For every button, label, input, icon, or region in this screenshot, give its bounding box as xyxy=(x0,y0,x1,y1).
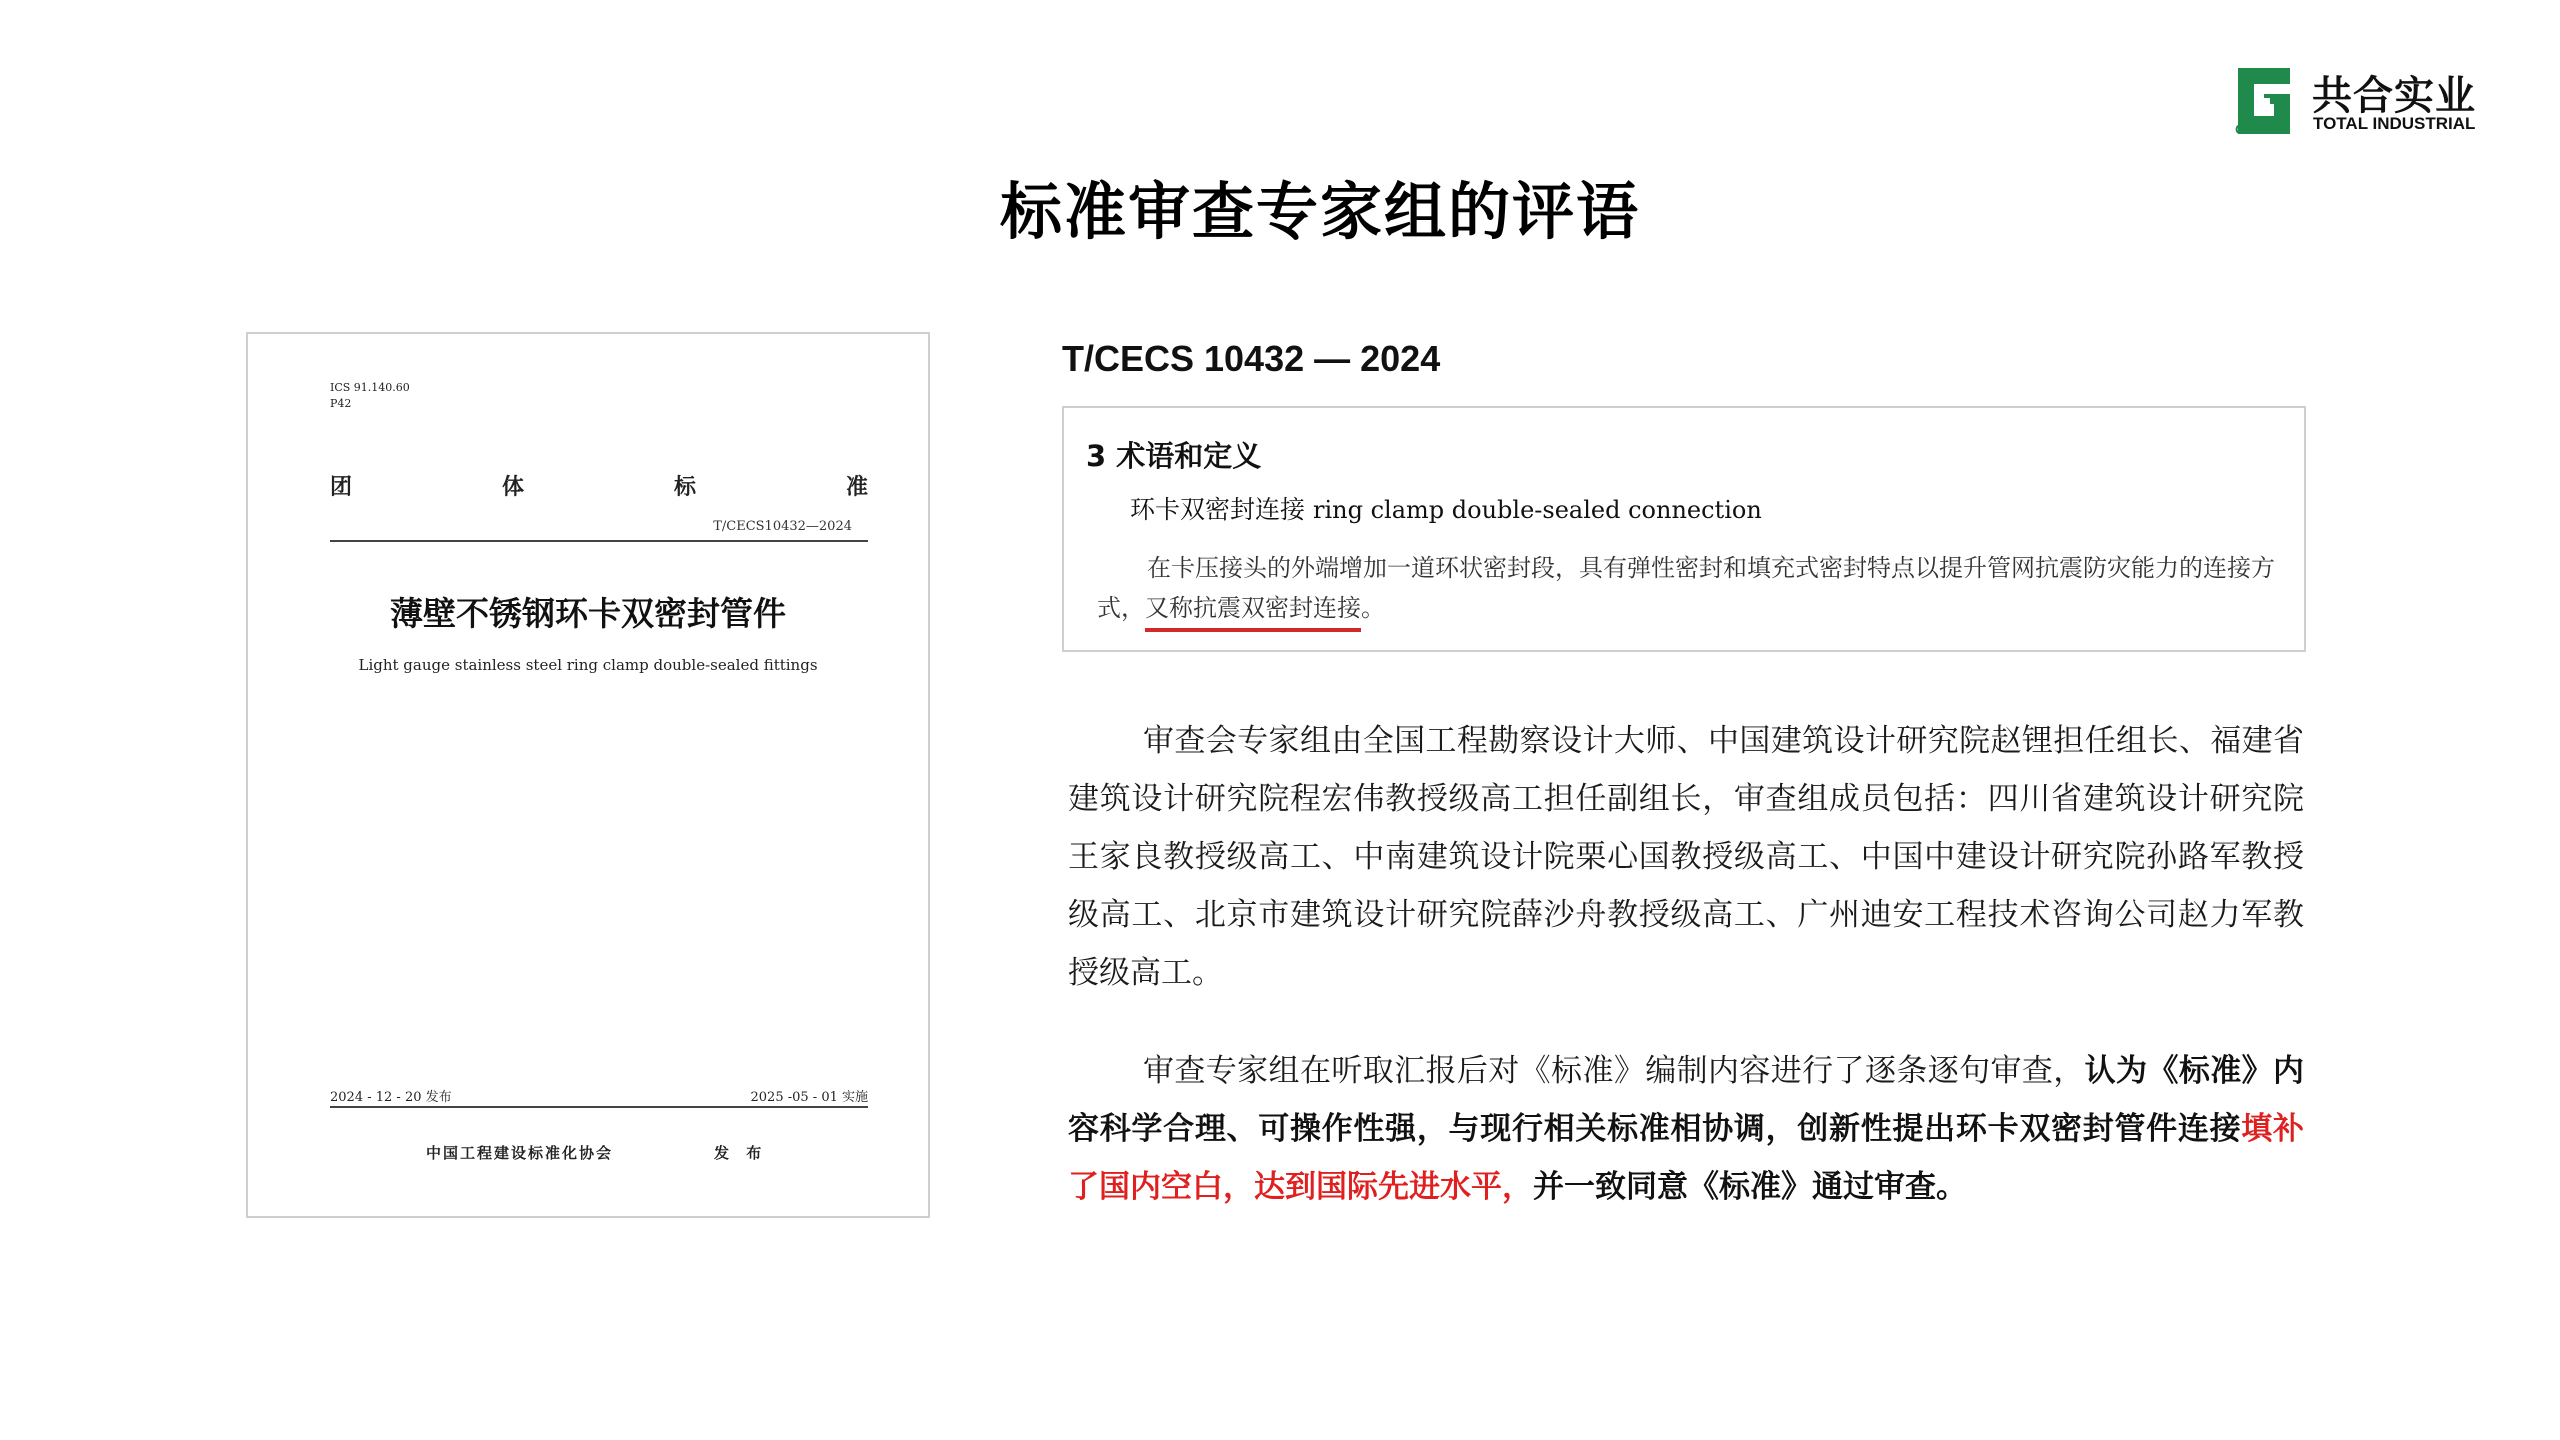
standard-cover-image xyxy=(246,332,930,1218)
cover-divider xyxy=(330,1106,868,1108)
conclusion-bold-text: 认为《标准》内容科学合理、可操作性强，与现行相关标准相协调，创新性提出环卡双密封管件连接 xyxy=(1068,1053,2305,1147)
definition-term-en: ring clamp double-sealed connection xyxy=(1313,496,1762,524)
definition-term-cn: 环卡双密封连接 xyxy=(1130,495,1306,524)
conclusion-highlight-text: 填补了国内空白，达到国际先进水平， xyxy=(1068,1111,2305,1205)
cover-type-char: 团 xyxy=(330,474,353,500)
cover-category-line: P42 xyxy=(330,397,352,410)
cover-type-char: 体 xyxy=(501,474,524,500)
definition-body xyxy=(1097,548,2277,628)
cover-publish-word: 发 布 xyxy=(714,1144,768,1162)
logo-name-en: TOTAL INDUSTRIAL xyxy=(2313,114,2476,133)
conclusion-plain-text: 审查专家组在听取汇报后对《标准》编制内容进行了逐条逐句审查， xyxy=(1143,1053,2085,1089)
cover-type-char: 准 xyxy=(845,474,868,500)
review-conclusion-paragraph xyxy=(1068,1042,2304,1216)
definition-underlined-alias: 又称抗震双密封连接 xyxy=(1145,594,1361,632)
cover-divider xyxy=(330,540,868,542)
definition-body-text: 在卡压接头的外端增加一道环状密封段，具有弹性密封和填充式密封特点以提升管网抗震防灾能力的连接方式， xyxy=(1097,554,2275,622)
cover-code: T/CECS10432—2024 xyxy=(713,519,852,534)
cover-implementation-date: 2025 -05 - 01 实施 xyxy=(750,1090,868,1105)
cover-standard-name: 薄壁不锈钢环卡双密封管件 xyxy=(390,594,786,633)
definition-term xyxy=(1130,490,1762,526)
cover-standard-name-en: Light gauge stainless steel ring clamp double-sealed fittings xyxy=(358,656,818,674)
logo-mark-label: Gohe xyxy=(2235,121,2271,137)
standard-code: T/CECS 10432 — 2024 xyxy=(1062,338,1441,379)
logo-name-cn: 共合实业 xyxy=(2312,73,2476,119)
definition-excerpt xyxy=(1062,406,2306,652)
definition-heading: 3 术语和定义 xyxy=(1086,439,1262,473)
review-panel-paragraph: 审查会专家组由全国工程勘察设计大师、中国建筑设计研究院赵锂担任组长、福建省建筑设计研究院程宏伟教授级高工担任副组长，审查组成员包括：四川省建筑设计研究院王家良教授级高工、中南建筑设计院栗心国教授级高工、中国中建设计研究院孙路军教授级高工、北京市建筑设计研究院薛沙舟教授级高工、广州迪安工程技术咨询公司赵力军教授级高工。 xyxy=(1068,723,2304,991)
definition-body-end: 。 xyxy=(1361,594,1385,622)
company-logo xyxy=(2232,64,2492,142)
cover-ics xyxy=(330,380,410,412)
cover-ics-line: ICS 91.140.60 xyxy=(330,381,410,394)
cover-publisher: 中国工程建设标准化协会 xyxy=(426,1144,614,1162)
page-title: 标准审查专家组的评语 xyxy=(999,175,1640,248)
conclusion-bold-end: 并一致同意《标准》通过审查。 xyxy=(1533,1169,1967,1205)
cover-issue-date: 2024 - 12 - 20 发布 xyxy=(330,1090,452,1105)
cover-type-char: 标 xyxy=(673,474,696,500)
cover-standard-type xyxy=(330,470,868,501)
